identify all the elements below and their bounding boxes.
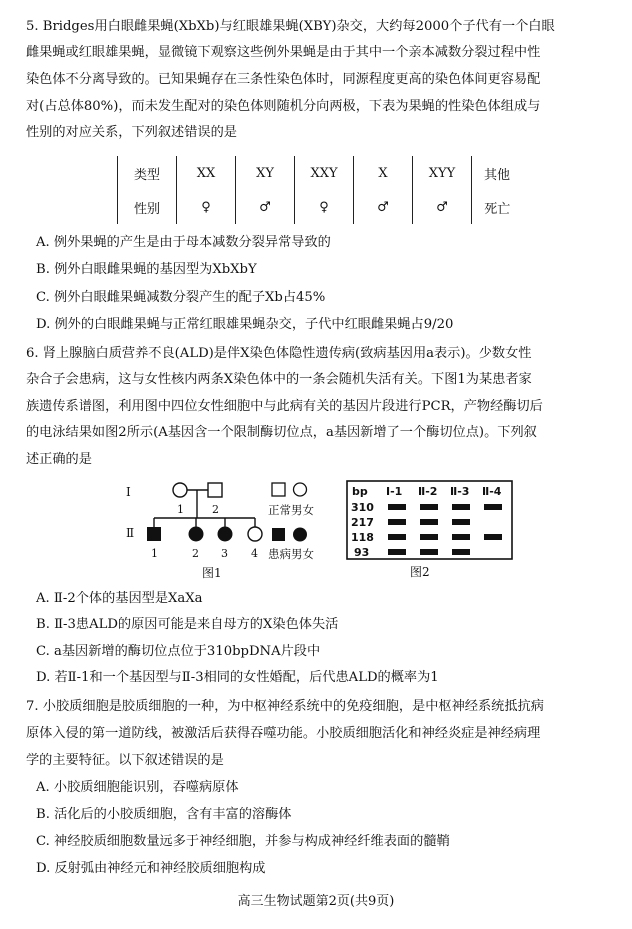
table-row-type — [118, 156, 523, 190]
table-cell: ♂ — [413, 190, 472, 224]
figure-1-caption: 图1 — [202, 566, 222, 580]
q7-stem-line-2: 原体入侵的第一道防线，被激活后获得吞噬功能。小胶质细胞活化和神经炎症是神经病理 — [26, 726, 541, 741]
legend-affected-male-icon — [272, 528, 285, 541]
table-cell: XXY — [295, 156, 354, 190]
q6-option-a[interactable]: A. Ⅱ-2个体的基因型是XaXa — [36, 591, 203, 606]
lane-label: Ⅱ-3 — [450, 485, 470, 498]
gel-band — [388, 534, 406, 540]
q6-option-b[interactable]: B. Ⅱ-3患ALD的原因可能是来自母方的X染色体失活 — [36, 617, 339, 632]
q6-stem-line-1: 6. 肾上腺脑白质营养不良(ALD)是伴X染色体隐性遗传病(致病基因用a表示)。少数女性 — [26, 346, 532, 361]
individual-number: 1 — [151, 547, 158, 560]
pedigree-figure — [118, 478, 333, 580]
male-affected-symbol — [147, 527, 161, 541]
size-label: 217 — [351, 516, 374, 529]
q6-option-d[interactable]: D. 若Ⅱ-1和一个基因型与Ⅱ-3相同的女性婚配，后代患ALD的概率为1 — [36, 670, 439, 685]
sex-chromosome-table — [117, 156, 523, 224]
table-cell: XX — [177, 156, 236, 190]
gel-band — [388, 519, 406, 525]
gel-band — [388, 549, 406, 555]
bp-label: bp — [352, 485, 368, 498]
q7-option-d[interactable]: D. 反射弧由神经元和神经胶质细胞构成 — [36, 861, 266, 876]
q7-option-a[interactable]: A. 小胶质细胞能识别，吞噬病原体 — [36, 780, 239, 795]
gel-band — [420, 534, 438, 540]
table-cell: 类型 — [118, 156, 177, 190]
q5-option-c[interactable]: C. 例外白眼雌果蝇减数分裂产生的配子Xb占45% — [36, 290, 326, 305]
q6-stem-line-2: 杂合子会患病，这与女性核内两条X染色体中的一条会随机失活有关。下图1为某患者家 — [26, 372, 532, 387]
size-label: 310 — [351, 501, 374, 514]
legend-normal-male-icon — [272, 483, 285, 496]
q7-stem-line-1: 7. 小胶质细胞是胶质细胞的一种，为中枢神经系统中的免疫细胞，是中枢神经系统抵抗病 — [26, 699, 544, 714]
q5-stem-line-5: 性别的对应关系，下列叙述错误的是 — [26, 125, 237, 140]
gel-band — [452, 504, 470, 510]
q6-stem-line-3: 族遗传系谱图，利用图中四位女性细胞中与此病有关的基因片段进行PCR，产物经酶切后 — [26, 399, 543, 414]
table-row-sex — [118, 190, 523, 224]
generation-label: Ⅰ — [126, 485, 131, 499]
legend-affected-label: 患病男女 — [268, 547, 314, 561]
table-cell: XYY — [413, 156, 472, 190]
q6-stem-line-4: 的电泳结果如图2所示(A基因含一个限制酶切位点，a基因新增了一个酶切位点)。下列叙 — [26, 425, 537, 440]
individual-number: 1 — [177, 503, 184, 516]
table-cell: ♂ — [354, 190, 413, 224]
gel-band — [452, 519, 470, 525]
female-normal-symbol — [248, 527, 262, 541]
q5-option-d[interactable]: D. 例外的白眼雌果蝇与正常红眼雄果蝇杂交，子代中红眼雌果蝇占9/20 — [36, 317, 454, 332]
gel-band — [420, 519, 438, 525]
table-cell: ♀ — [295, 190, 354, 224]
lane-label: Ⅱ-4 — [482, 485, 502, 498]
size-label: 93 — [354, 546, 370, 559]
individual-number: 4 — [251, 547, 258, 560]
gel-band — [452, 549, 470, 555]
table-cell: 性别 — [118, 190, 177, 224]
gel-band — [452, 534, 470, 540]
page-footer: 高三生物试题第2页(共9页) — [237, 894, 395, 909]
q5-option-b[interactable]: B. 例外白眼雌果蝇的基因型为XbXbY — [36, 262, 257, 277]
gel-band — [484, 504, 502, 510]
gel-band — [420, 504, 438, 510]
q7-option-b[interactable]: B. 活化后的小胶质细胞，含有丰富的溶酶体 — [36, 807, 292, 822]
q5-stem-line-1: 5. Bridges用白眼雌果蝇(XbXb)与红眼雄果蝇(XBY)杂交，大约每2000个子代有一个白眼 — [26, 19, 555, 34]
table-cell: ♂ — [236, 190, 295, 224]
male-normal-symbol — [208, 483, 222, 497]
table-cell: X — [354, 156, 413, 190]
individual-number: 2 — [192, 547, 199, 560]
q5-stem-line-3: 染色体不分离导致的。已知果蝇存在三条性染色体时，同源程度更高的染色体间更容易配 — [26, 72, 541, 87]
q6-stem-line-5: 述正确的是 — [26, 452, 92, 467]
q5-option-a[interactable]: A. 例外果蝇的产生是由于母本减数分裂异常导致的 — [36, 235, 331, 250]
legend-normal-label: 正常男女 — [268, 503, 314, 517]
lane-label: Ⅱ-2 — [418, 485, 438, 498]
table-cell: ♀ — [177, 190, 236, 224]
figure-2-caption: 图2 — [410, 565, 430, 579]
individual-number: 3 — [221, 547, 228, 560]
lane-label: Ⅰ-1 — [386, 485, 403, 498]
table-cell: XY — [236, 156, 295, 190]
gel-band — [420, 549, 438, 555]
electrophoresis-figure — [346, 480, 516, 580]
q7-option-c[interactable]: C. 神经胶质细胞数量远多于神经细胞，并参与构成神经纤维表面的髓鞘 — [36, 834, 450, 849]
legend-affected-female-icon — [293, 528, 307, 542]
female-affected-symbol — [218, 527, 233, 542]
female-affected-symbol — [189, 527, 204, 542]
table-cell: 其他 — [483, 167, 510, 183]
generation-label: Ⅱ — [126, 526, 135, 540]
table-cell: 死亡 — [484, 201, 511, 217]
size-label: 118 — [351, 531, 374, 544]
q6-option-c[interactable]: C. a基因新增的酶切位点位于310bpDNA片段中 — [36, 644, 321, 659]
individual-number: 2 — [212, 503, 219, 516]
legend-normal-female-icon — [294, 483, 307, 496]
q5-stem-line-4: 对(占总体80%)，而未发生配对的染色体则随机分向两极，下表为果蝇的性染色体组成与 — [26, 99, 541, 114]
q5-stem-line-2: 雌果蝇或红眼雄果蝇，显微镜下观察这些例外果蝇是由于其中一个亲本减数分裂过程中性 — [26, 45, 541, 60]
gel-band — [388, 504, 406, 510]
gel-band — [484, 534, 502, 540]
q7-stem-line-3: 学的主要特征。以下叙述错误的是 — [26, 753, 224, 768]
female-normal-symbol — [173, 483, 187, 497]
